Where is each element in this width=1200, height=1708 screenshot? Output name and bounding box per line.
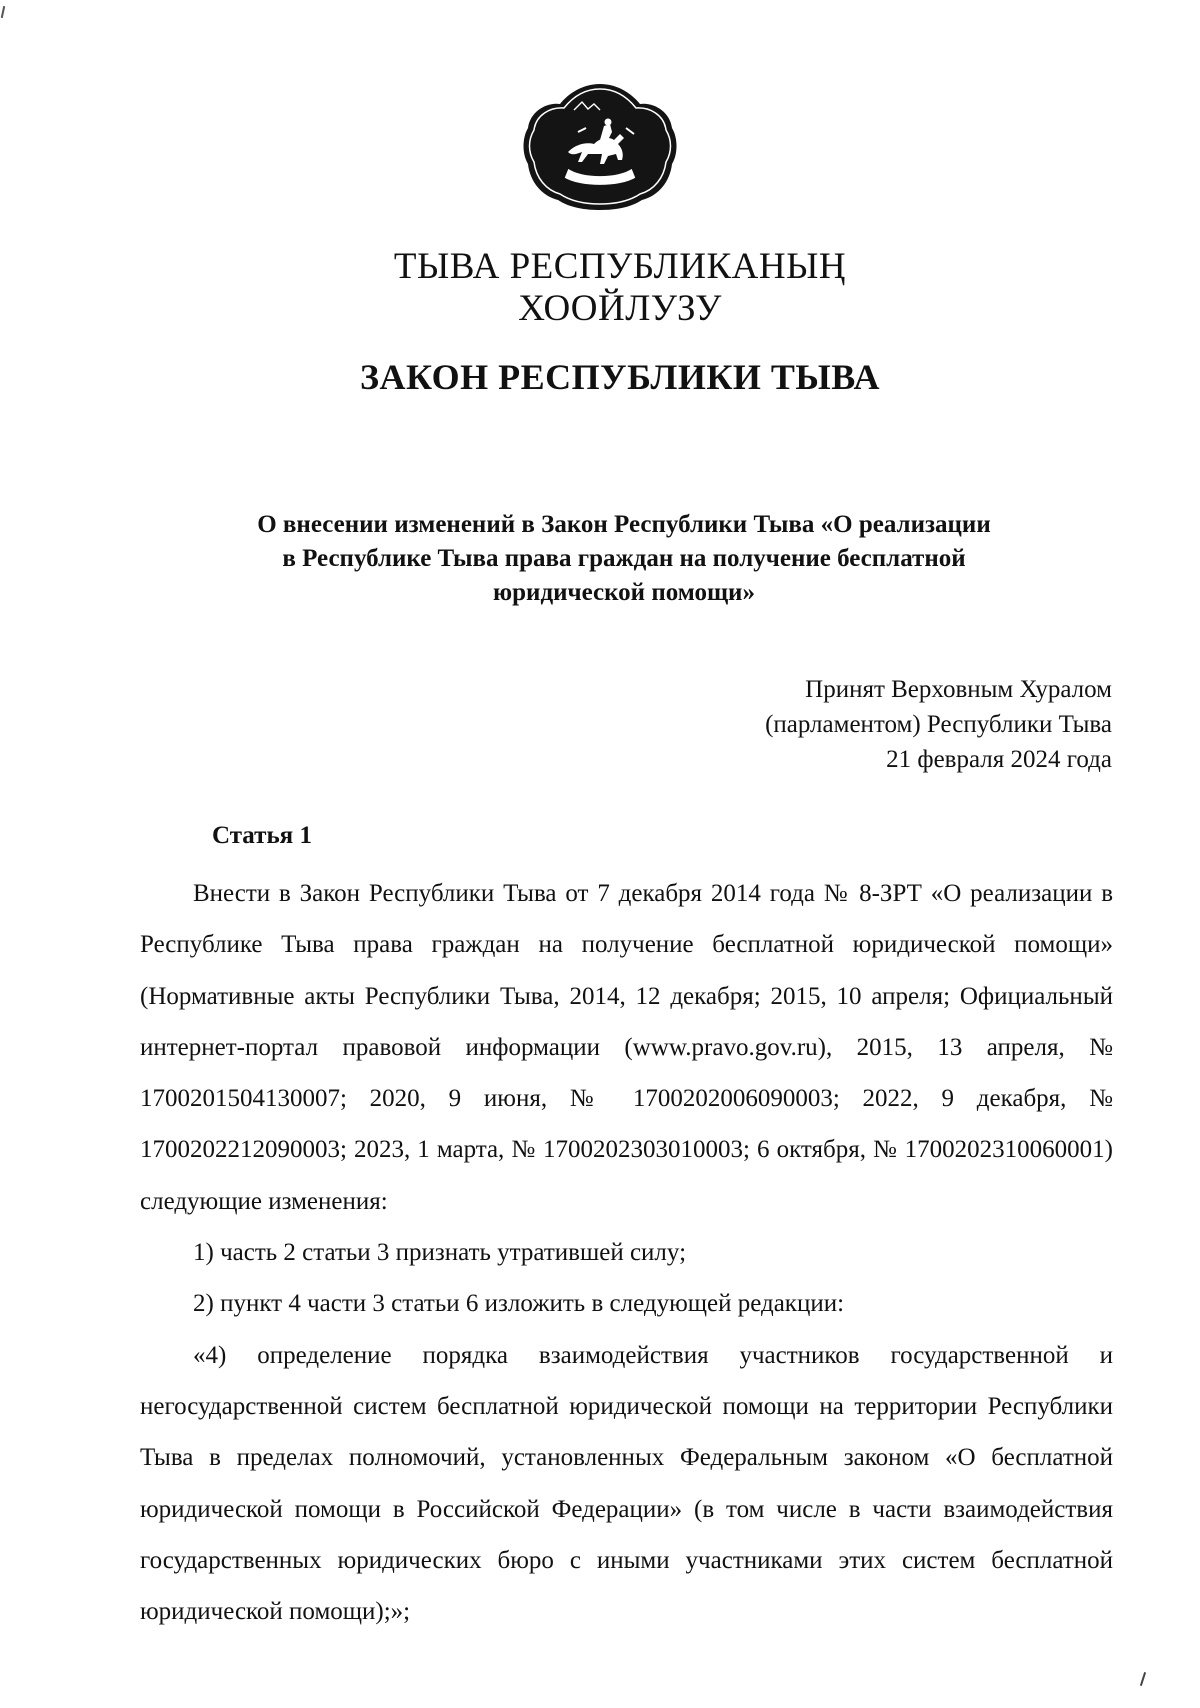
document-title-line2: в Республике Тыва права граждан на получение бесплатной <box>282 545 966 572</box>
article-intro-paragraph: Внести в Закон Республики Тыва от 7 декабря 2014 года № 8-ЗРТ «О реализации в Республике Тыва права граждан на получение бесплатной юридической помощи» (Нормативные акты Республики Тыва, 2014, 12 декабря; 2015, 10 апреля; Официальный интернет-портал правовой информации (www.pravo.gov.ru), 2015, 13 апреля, № 1700201504130007; 2020, 9 июня, № 1700202006090003; 2022, 9 декабря, № 1700202212090003; 2023, 1 марта, № 1700202303010003; 6 октября, № 1700202310060001) следующие изменения: <box>140 880 1113 1215</box>
amendment-item-2: 2) пункт 4 части 3 статьи 6 изложить в следующей редакции: <box>193 1290 845 1318</box>
article-heading: Статья 1 <box>212 822 312 849</box>
adoption-line1: Принят Верховным Хуралом <box>805 676 1112 703</box>
tuva-emblem-icon <box>522 82 678 210</box>
article-body <box>140 868 1113 1637</box>
adoption-date: 21 февраля 2024 года <box>886 746 1112 773</box>
document-title <box>160 508 1088 610</box>
scan-mark <box>1 6 5 18</box>
document-title-line1: О внесении изменений в Закон Республики Тыва «О реализации <box>257 511 991 538</box>
adoption-line2: (парламентом) Республики Тыва <box>765 711 1112 738</box>
document-title-line3: юридической помощи» <box>493 579 755 606</box>
tuvan-title-line1: ТЫВА РЕСПУБЛИКАНЫҢ <box>393 246 847 287</box>
russian-law-title: ЗАКОН РЕСПУБЛИКИ ТЫВА <box>359 357 881 397</box>
tuvan-law-title <box>0 246 1200 330</box>
tuva-emblem <box>522 82 678 210</box>
tuvan-title-line2: ХООЙЛУЗУ <box>518 288 722 329</box>
amendment-quote-paragraph: «4) определение порядка взаимодействия участников государственной и негосударственной систем бесплатной юридической помощи на территории Республики Тыва в пределах полномочий, установленных Федеральным законом «О бесплатной юридической помощи в Российской Федерации» (в том числе в части взаимодействия государственных юридических бюро с иными участниками этих систем бесплатной юридической помощи);»; <box>140 1341 1113 1626</box>
adoption-note <box>765 672 1112 777</box>
scan-mark <box>1140 1672 1146 1686</box>
amendment-item-1: 1) часть 2 статьи 3 признать утратившей силу; <box>193 1239 687 1267</box>
